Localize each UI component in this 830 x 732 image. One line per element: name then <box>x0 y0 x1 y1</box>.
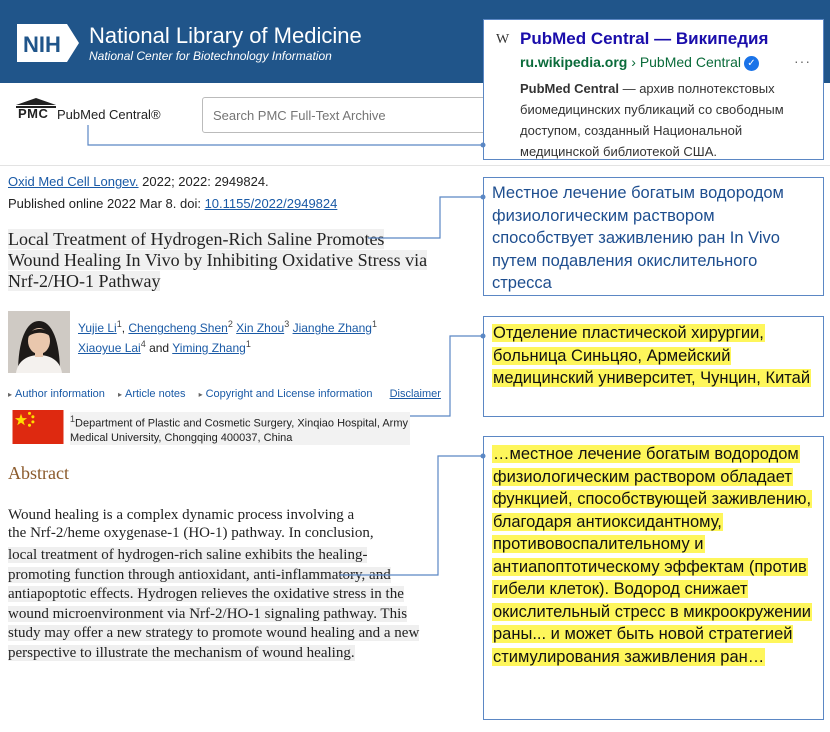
desc-rest: — архив полнотекстовых биомедицинских публикаций со свободным доступом, созданный Национальной медицинской библиотекой США. <box>520 81 784 159</box>
abstract-truncated <box>8 506 428 540</box>
affiliation-translation-callout <box>483 316 824 417</box>
title-translation-text: Местное лечение богатым водородом физиологическим раствором способствует заживлению ран In Vivo путем подавления окислительного стресса <box>492 184 784 292</box>
nih-logo[interactable] <box>17 24 79 62</box>
author-sup: 1 <box>116 319 122 329</box>
author-information-link[interactable]: Author information <box>15 388 105 400</box>
published-text: Published online 2022 Mar 8. doi: <box>8 196 205 211</box>
abstract-translation-callout <box>483 436 824 720</box>
affiliation-text: Department of Plastic and Cosmetic Surgery, Xinqiao Hospital, Army Medical University, Chongqing 400037, China <box>70 417 409 444</box>
more-options-icon[interactable]: ··· <box>794 53 811 69</box>
author-link[interactable]: Yiming Zhang <box>172 341 246 355</box>
citation <box>8 174 269 189</box>
wikipedia-icon: W <box>496 32 510 47</box>
wikipedia-result-card <box>483 19 824 160</box>
abstract-text <box>8 546 428 664</box>
search-input[interactable] <box>202 97 492 133</box>
url-separator: › <box>627 54 640 70</box>
china-flag-icon <box>12 410 64 444</box>
author-sup: 4 <box>140 339 146 349</box>
article-title-text: Local Treatment of Hydrogen-Rich Saline Promotes Wound Healing In Vivo by Inhibiting Oxidative Stress via Nrf-2/HO-1 Pathway <box>8 229 428 291</box>
abstract-cut-line-2: the Nrf-2/heme oxygenase-1 (HO-1) pathway. In conclusion, <box>8 525 374 540</box>
nih-title[interactable]: National Library of Medicine <box>89 23 362 48</box>
author-link[interactable]: Jianghe Zhang <box>292 321 372 335</box>
title-translation-callout <box>483 177 824 296</box>
author-sup: 2 <box>227 319 233 329</box>
copyright-link[interactable]: Copyright and License information <box>205 388 373 400</box>
wikipedia-result-description <box>520 78 820 162</box>
affiliation <box>70 412 410 445</box>
verified-icon: ✓ <box>744 56 759 71</box>
expand-triangle-icon: ▸ <box>198 390 203 399</box>
abstract-translation-text: …местное лечение богатым водородом физиологическим раствором обладает функцией, способствующей заживлению, благодаря антиоксидантному, противовоспалительному и антиапоптотическому эффектам (против гибели клеток). Водород снижает окислительный стресс в микроокружении раны... и может быть новой стратегией стимулирования заживления ран… <box>493 445 812 666</box>
expand-triangle-icon: ▸ <box>8 390 13 399</box>
journal-link[interactable]: Oxid Med Cell Longev. <box>8 174 139 189</box>
nih-subtitle: National Center for Biotechnology Information <box>89 49 332 63</box>
url-domain: ru.wikipedia.org <box>520 54 628 70</box>
abstract-main-text: local treatment of hydrogen-rich saline exhibits the healing-promoting function through antioxidant, anti-inflammatory, and antiapoptotic effects. Hydrogen relieves the oxidative stress in the wound microenvironment via Nrf-2/HO-1 signaling pathway. This study may offer a new strategy to promote wound healing and a new perspective to illustrate the mechanism of wound healing. <box>8 547 420 661</box>
abstract-heading: Abstract <box>8 463 69 483</box>
header-divider <box>0 165 830 166</box>
pmc-logo[interactable] <box>16 95 56 121</box>
url-path: PubMed Central <box>639 54 741 70</box>
author-link[interactable]: Xiaoyue Lai <box>78 341 141 355</box>
desc-bold: PubMed Central <box>520 81 619 96</box>
wikipedia-result-title[interactable]: PubMed Central — Википедия <box>520 29 769 48</box>
author-list: Yujie Li$^1$, Chengcheng Shen$^2$ Xin Zhou$^3$ Jianghe Zhang$^1$ Xiaoyue Lai$^4$ and Yiming Zhang$^1$ <box>78 319 377 355</box>
citation-text: 2022; 2022: 2949824. <box>138 174 269 189</box>
affiliation-translation-text: Отделение пластической хирургии, больница Синьцяо, Армейский медицинский университет, Чунцин, Китай <box>493 324 811 387</box>
author-link[interactable]: Chengcheng Shen <box>128 321 228 335</box>
pmc-name[interactable]: PubMed Central® <box>57 107 161 122</box>
author-link[interactable]: Yujie Li <box>78 321 117 335</box>
wikipedia-result-url[interactable] <box>520 54 759 71</box>
doi-link[interactable]: 10.1155/2022/2949824 <box>204 196 338 211</box>
article-title <box>8 229 428 292</box>
affiliation-sup: 1 <box>70 414 76 424</box>
nih-logo-text: NIH <box>23 32 61 57</box>
author-sup: 1 <box>245 339 251 349</box>
article-meta-links <box>8 388 441 400</box>
abstract-cut-line-1: Wound healing is a complex dynamic process involving a <box>8 507 355 522</box>
article-notes-link[interactable]: Article notes <box>124 388 186 400</box>
author-link[interactable]: Xin Zhou <box>236 321 285 335</box>
expand-triangle-icon: ▸ <box>117 390 122 399</box>
author-photo <box>8 311 70 373</box>
pmc-logo-text: PMC <box>18 106 49 121</box>
disclaimer-link[interactable]: Disclaimer <box>389 388 441 400</box>
author-sup: 3 <box>284 319 290 329</box>
and-word: and <box>149 341 170 355</box>
published-line <box>8 196 337 211</box>
author-sup: 1 <box>371 319 377 329</box>
